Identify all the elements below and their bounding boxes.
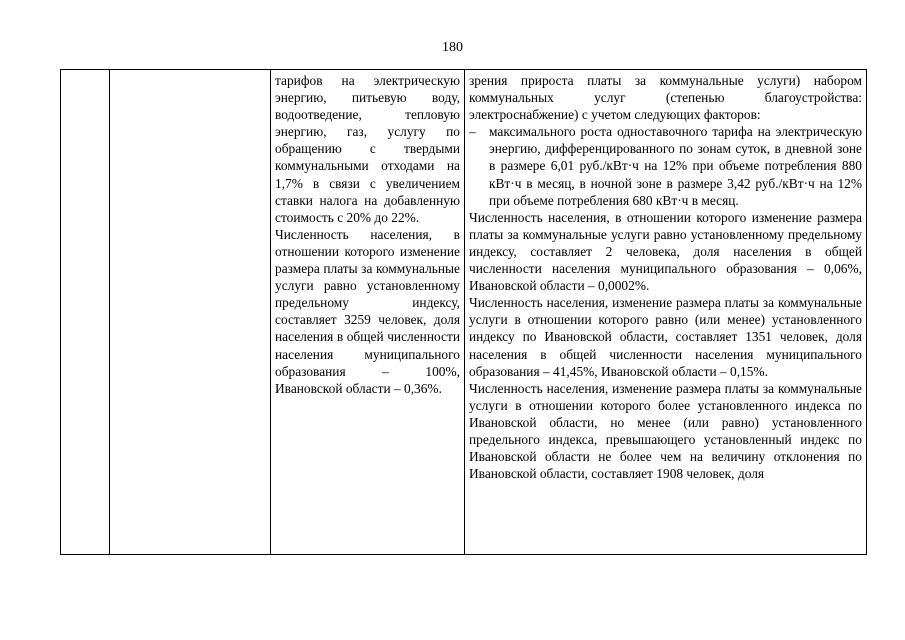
document-table <box>60 69 867 555</box>
col4-paragraph-3: Численность населения, изменение размера платы за коммунальные услуги в отношении которого равно (или менее) установленного индексу по Ивановской области, составляет 1351 человек, доля населения в общей численности населения муниципального образования – 41,45%, Ивановской области – 0,15%. <box>469 295 862 379</box>
table-cell-description <box>271 70 465 555</box>
col4-paragraph-1: зрения прироста платы за коммунальные услуги) набором коммунальных услуг (степенью благоустройства: электроснабжение) с учетом следующих факторов: <box>469 73 862 123</box>
table-cell-number <box>61 70 110 555</box>
col4-paragraph-2: Численность населения, в отношении которого изменение размера платы за коммунальные услуги равно установленному предельному индексу, составляет 2 человека, доля населения в общей численности населения муниципального образования – 0,06%, Ивановской области – 0,0002%. <box>469 209 862 294</box>
col3-paragraph-2: Численность населения, в отношении которого изменение размера платы за коммунальные услуги равно установленному предельному индексу, составляет 3259 человек, доля населения в общей численности населения муниципального образования – 100%, Ивановской области – 0,36%. <box>275 226 460 396</box>
col3-paragraph-1: тарифов на электрическую энергию, питьевую воду, водоотведение, тепловую энергию, газ, услугу по обращению с твердыми коммунальными отходами на 1,7% в связи с увеличением ставки налога на добавленную стоимость с 20% до 22%. <box>275 73 460 225</box>
col4-paragraph-4: Численность населения, изменение размера платы за коммунальные услуги в отношении которого более установленного индекса по Ивановской области, но менее (или равно) установленного предельного индекса, превышающего установленный индекс по Ивановской области не более чем на величину отклонения по Ивановской области, составляет 1908 человек, доля <box>469 380 862 482</box>
page-number: 180 <box>442 40 463 55</box>
table-cell-name <box>110 70 271 555</box>
table-cell-details <box>465 70 867 555</box>
factor-item: – максимального роста одноставочного тарифа на электрическую энергию, дифференцированного по зонам суток, в дневной зоне в размере 6,01 руб./кВт·ч на 12% при объеме потребления 880 кВт·ч в месяц, в ночной зоне в размере 3,42 руб./кВт·ч на 12% при объеме потребления 680 кВт·ч в месяц. <box>469 123 862 208</box>
factors-list <box>469 123 862 208</box>
table-row <box>61 70 867 555</box>
